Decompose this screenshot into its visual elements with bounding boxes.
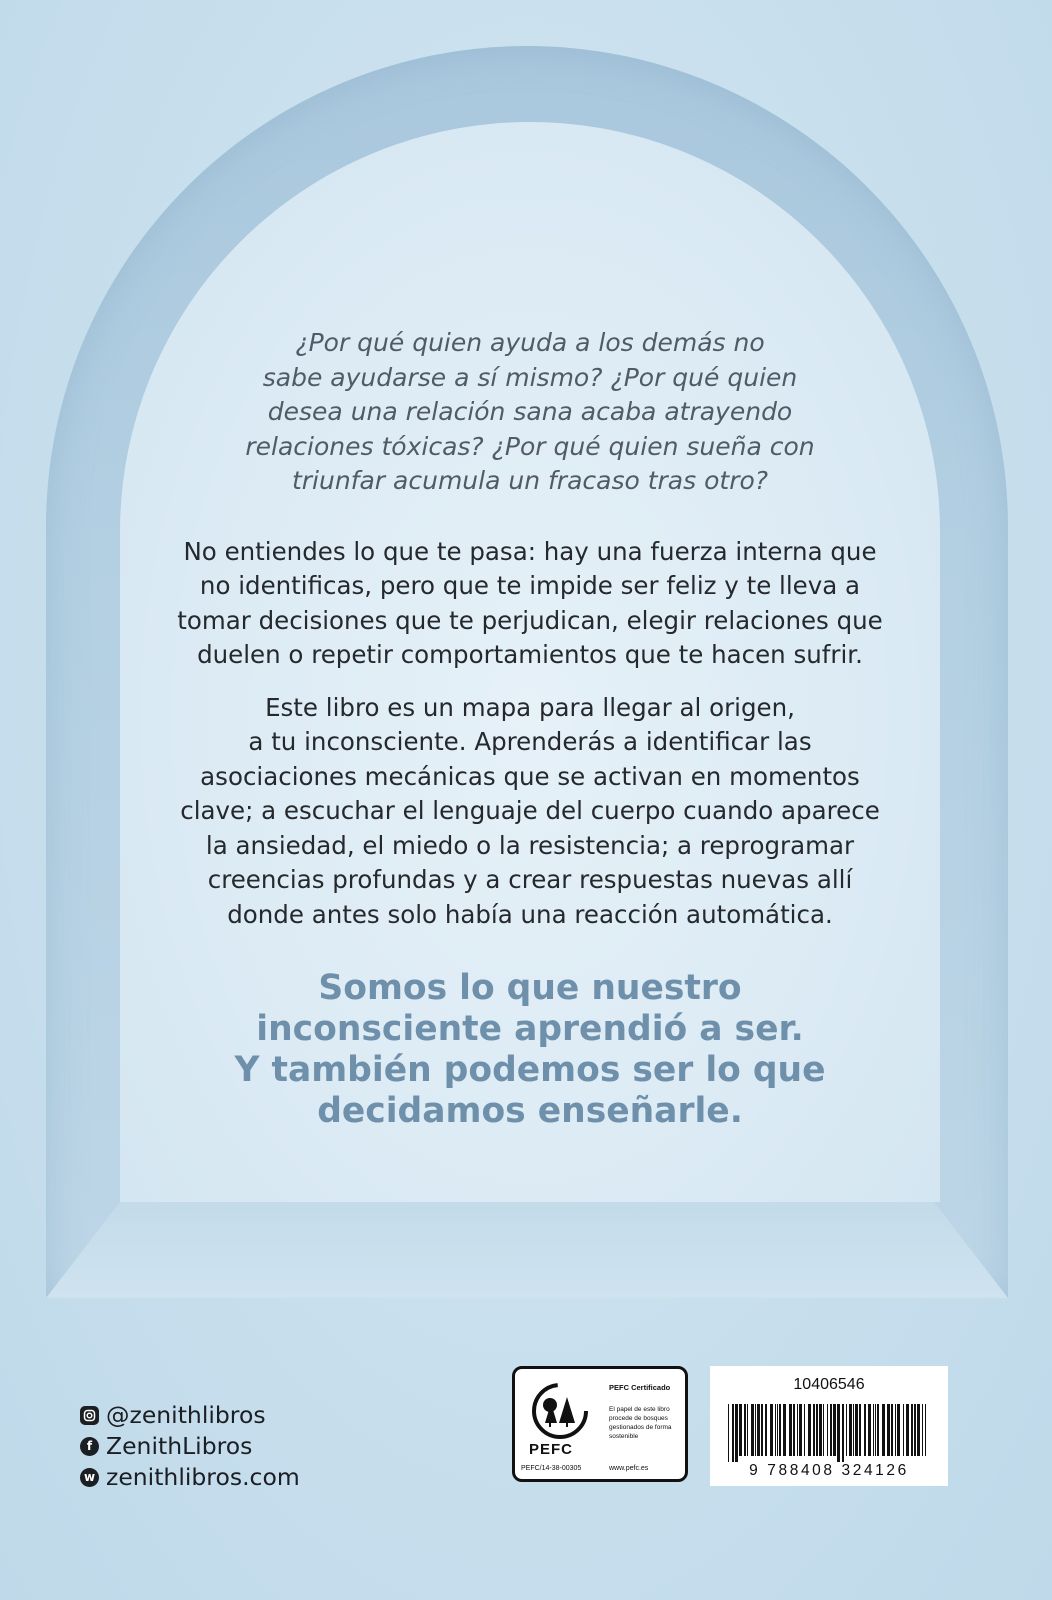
barcode-bar (751, 1404, 754, 1456)
paragraph-line: Este libro es un mapa para llegar al origen, (265, 692, 795, 722)
website-link[interactable] (80, 1462, 300, 1493)
barcode-bar (914, 1404, 916, 1456)
barcode-bar (853, 1404, 854, 1456)
barcode-digits: 9 788408 324126 (749, 1462, 909, 1479)
barcode-bar (922, 1404, 923, 1456)
pefc-logo-text: PEFC (529, 1441, 574, 1458)
barcode-bar (747, 1404, 748, 1456)
barcode-bar (804, 1404, 805, 1456)
intro-line: ¿Por qué quien ayuda a los demás no (295, 328, 765, 357)
paragraph-line: donde antes solo había una reacción automática. (227, 899, 833, 929)
intro-line: sabe ayudarse a sí mismo? ¿Por qué quien (262, 362, 798, 392)
barcode-bar (755, 1404, 756, 1456)
barcode-bar (868, 1404, 871, 1456)
pefc-logo-icon (527, 1383, 593, 1439)
barcode-bar (859, 1404, 861, 1456)
barcode-bar (833, 1404, 836, 1456)
paragraph-1 (120, 535, 940, 673)
barcode-bar (925, 1404, 926, 1456)
intro-questions (120, 326, 940, 499)
tagline-line: inconsciente aprendió a ser. (256, 1009, 804, 1049)
barcode-bar (864, 1404, 866, 1456)
back-cover-text (120, 326, 940, 1132)
barcode-reference: 10406546 (793, 1376, 865, 1393)
barcode-bar (837, 1404, 840, 1462)
instagram-icon (80, 1406, 99, 1425)
barcode-bar (779, 1404, 781, 1456)
barcode-bar (873, 1404, 874, 1456)
paragraph-line: asociaciones mecánicas que se activan en momentos (200, 761, 860, 791)
pefc-title: PEFC Certificado (609, 1383, 671, 1392)
pefc-url: www.pefc.es (609, 1465, 649, 1472)
barcode-bar (744, 1404, 746, 1456)
barcode-bar (793, 1404, 795, 1456)
paragraph-line: duelen o repetir comportamientos que te hacen sufrir. (197, 640, 863, 669)
barcode-bar (777, 1404, 778, 1456)
barcode-bar (813, 1404, 815, 1456)
facebook-icon: f (80, 1437, 99, 1456)
barcode-bar (819, 1404, 822, 1456)
intro-line: triunfar acumula un fracaso tras otro? (291, 466, 769, 495)
paragraph-line: tomar decisiones que te perjudican, elegir relaciones que (177, 605, 883, 635)
barcode-bar (882, 1404, 885, 1456)
barcode-bar (770, 1404, 773, 1456)
paragraph-line: a tu inconsciente. Aprenderás a identificar las (248, 727, 812, 756)
barcode-bar (891, 1404, 893, 1456)
barcode-bar (895, 1404, 896, 1456)
website-url: zenithlibros.com (106, 1463, 300, 1491)
barcode-bar (887, 1404, 890, 1456)
barcode-bar (808, 1404, 811, 1456)
barcode-bar (799, 1404, 802, 1456)
barcode (710, 1366, 948, 1486)
barcode-bar (897, 1404, 900, 1456)
barcode-bar (757, 1404, 760, 1456)
barcode-bar (728, 1404, 729, 1462)
tagline-line: Somos lo que nuestro (318, 968, 742, 1008)
web-icon: w (80, 1468, 99, 1487)
pefc-certificate (512, 1366, 688, 1482)
barcode-bar (846, 1404, 847, 1456)
instagram-link[interactable] (80, 1400, 300, 1431)
social-links (80, 1400, 300, 1493)
tagline-line: decidamos enseñarle. (317, 1091, 743, 1131)
barcode-bar (739, 1404, 742, 1456)
facebook-link[interactable] (80, 1431, 300, 1462)
barcode-bar (789, 1404, 792, 1456)
barcode-bar (827, 1404, 828, 1456)
barcode-bar (735, 1404, 738, 1462)
instagram-handle: @zenithlibros (106, 1401, 266, 1429)
intro-line: relaciones tóxicas? ¿Por qué quien sueña con (245, 431, 815, 461)
barcode-bar (775, 1404, 776, 1456)
barcode-bar (732, 1404, 734, 1462)
barcode-bar (906, 1404, 909, 1456)
barcode-bar (917, 1404, 920, 1456)
barcode-bar (903, 1404, 904, 1456)
paragraph-2 (120, 691, 940, 933)
paragraph-line: creencias profundas y a crear respuestas nuevas allí (207, 865, 853, 894)
barcode-bar (761, 1404, 763, 1456)
barcode-bar (842, 1404, 844, 1462)
paragraph-line: clave; a escuchar el lenguaje del cuerpo cuando aparece (180, 796, 880, 825)
barcode-bar (849, 1404, 852, 1456)
barcode-bars (728, 1404, 930, 1462)
paragraph-line: no identificas, pero que te impide ser feliz y te lleva a (199, 571, 861, 600)
arch-floor (46, 1202, 1008, 1298)
pefc-description: El papel de este libro procede de bosques gestionados de forma sostenible (609, 1406, 672, 1440)
paragraph-line: la ansiedad, el miedo o la resistencia; a reprogramar (205, 830, 855, 860)
barcode-bar (855, 1404, 858, 1456)
barcode-bar (875, 1404, 876, 1456)
facebook-handle: ZenithLibros (106, 1432, 253, 1460)
paragraph-line: No entiendes lo que te pasa: hay una fuerza interna que (183, 536, 877, 566)
tagline (120, 968, 940, 1132)
tagline-line: Y también podemos ser lo que (234, 1050, 826, 1090)
barcode-bar (911, 1404, 913, 1456)
barcode-bar (783, 1404, 786, 1456)
barcode-bar (823, 1404, 824, 1456)
barcode-bar (877, 1404, 879, 1456)
barcode-bar (830, 1404, 832, 1456)
pefc-code: PEFC/14-38-00305 (521, 1465, 582, 1472)
barcode-bar (797, 1404, 798, 1456)
barcode-bar (765, 1404, 767, 1456)
intro-line: desea una relación sana acaba atrayendo (267, 397, 793, 426)
barcode-bar (816, 1404, 818, 1456)
